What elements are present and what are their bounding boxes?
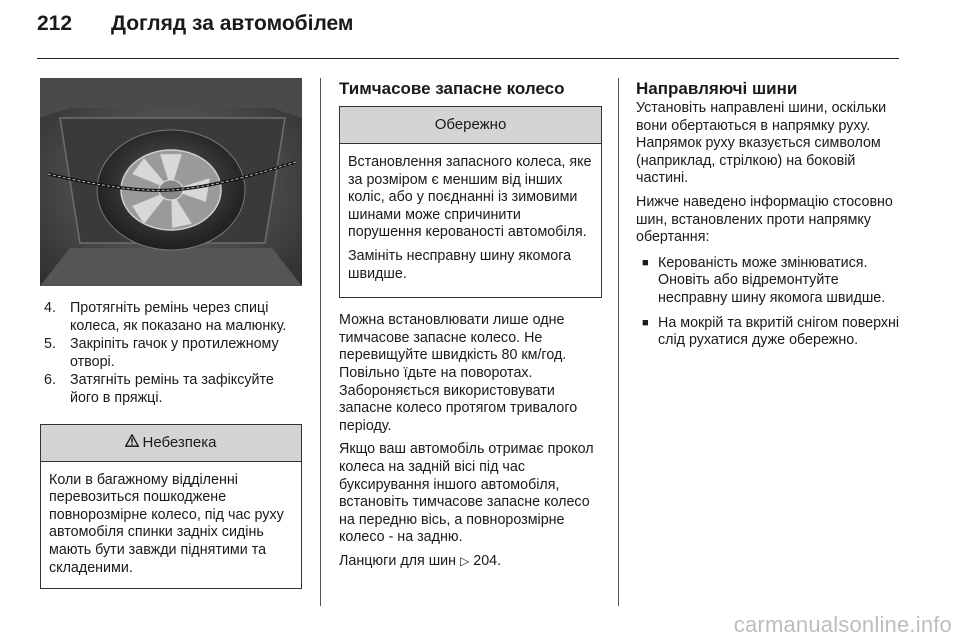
paragraph-reference — [339, 553, 602, 571]
list-item — [40, 300, 302, 335]
warning-triangle-icon — [125, 425, 139, 461]
danger-box-body — [41, 462, 301, 589]
column-divider-2 — [618, 78, 619, 606]
step-text: Затягніть ремінь та зафіксуйте його в пряжці. — [70, 372, 274, 406]
spare-wheel-photo — [40, 78, 302, 286]
list-item — [40, 372, 302, 407]
bullet-text: На мокрій та вкритій снігом поверхні слід рухатися дуже обережно. — [658, 314, 900, 349]
caution-box-body — [340, 144, 601, 297]
paragraph: Нижче наведено інформацію стосовно шин, встановлених проти напрямку обертання: — [636, 193, 893, 246]
danger-box-header — [41, 425, 301, 462]
paragraph: Можна встановлювати лише одне тимчасове запасне колесо. Не перевищуйте швидкість 80 км/год. Повільно їдьте на поворотах. Забороняється використовувати запасне колесо протягом тривалого періоду. — [339, 312, 578, 434]
section-title-temporary-spare: Тимчасове запасне колесо — [339, 79, 565, 98]
list-item — [636, 255, 901, 308]
left-column — [40, 78, 302, 589]
page-title: Догляд за автомобілем — [111, 12, 354, 35]
middle-body — [339, 312, 602, 570]
caution-text-2: Замініть несправну шину якомога швидше. — [348, 247, 572, 282]
header-rule — [37, 58, 899, 59]
step-text: Протягніть ремінь через спиці колеса, як показано на малюнку. — [70, 300, 287, 334]
caution-box — [339, 106, 602, 298]
step-number: 4. — [44, 300, 56, 316]
reference-label: Ланцюги для шин — [339, 552, 457, 569]
step-number: 5. — [44, 336, 56, 353]
page-header — [37, 12, 353, 44]
middle-column — [339, 78, 602, 576]
bullet-icon: ■ — [642, 256, 649, 269]
right-column — [636, 78, 901, 357]
caution-text-1: Встановлення запасного колеса, яке за розміром є меншим від інших коліс, або у поєднанні із зимовими шинами може спричинити порушення керованості автомобіля. — [348, 154, 592, 241]
page-number: 212 — [37, 12, 73, 35]
bullet-list — [636, 255, 901, 350]
watermark: carmanualsonline.info — [733, 612, 952, 637]
paragraph: Установіть направлені шини, оскільки вони обертаються в напрямку руху. Напрямок руху вказується символом (наприклад, стрілкою) на боковій частині. — [636, 100, 887, 187]
danger-box — [40, 424, 302, 590]
bullet-icon: ■ — [642, 316, 649, 329]
column-divider-1 — [320, 78, 321, 606]
step-number: 6. — [44, 372, 56, 389]
step-text: Закріпіть гачок у протилежному отворі. — [70, 336, 279, 370]
page-reference-icon: ▷ — [460, 553, 470, 568]
list-item — [636, 315, 901, 350]
danger-text: Коли в багажному відділенні перевозиться пошкоджене повнорозмірне колесо, під час руху автомобіля спинки задніх сидінь мають бути завжди піднятими та складеними. — [49, 471, 284, 576]
caution-box-header: Обережно — [340, 107, 601, 144]
paragraph: Якщо ваш автомобіль отримає прокол колеса на задній вісі під час буксирування іншого автомобіля, встановіть тимчасове запасне колесо на передню вісь, а повнорозмірне колесо - на задню. — [339, 441, 594, 546]
danger-box-title: Небезпека — [142, 433, 217, 451]
reference-link[interactable]: 204. — [473, 552, 502, 569]
bullet-text: Керованість може змінюватися. Оновіть або відремонтуйте несправну шину якомога швидше. — [658, 254, 886, 306]
spare-wheel-illustration — [40, 78, 302, 286]
section-title-directional-tyres: Направляючі шини — [636, 79, 798, 98]
list-item — [40, 336, 302, 371]
steps-list — [40, 300, 302, 408]
